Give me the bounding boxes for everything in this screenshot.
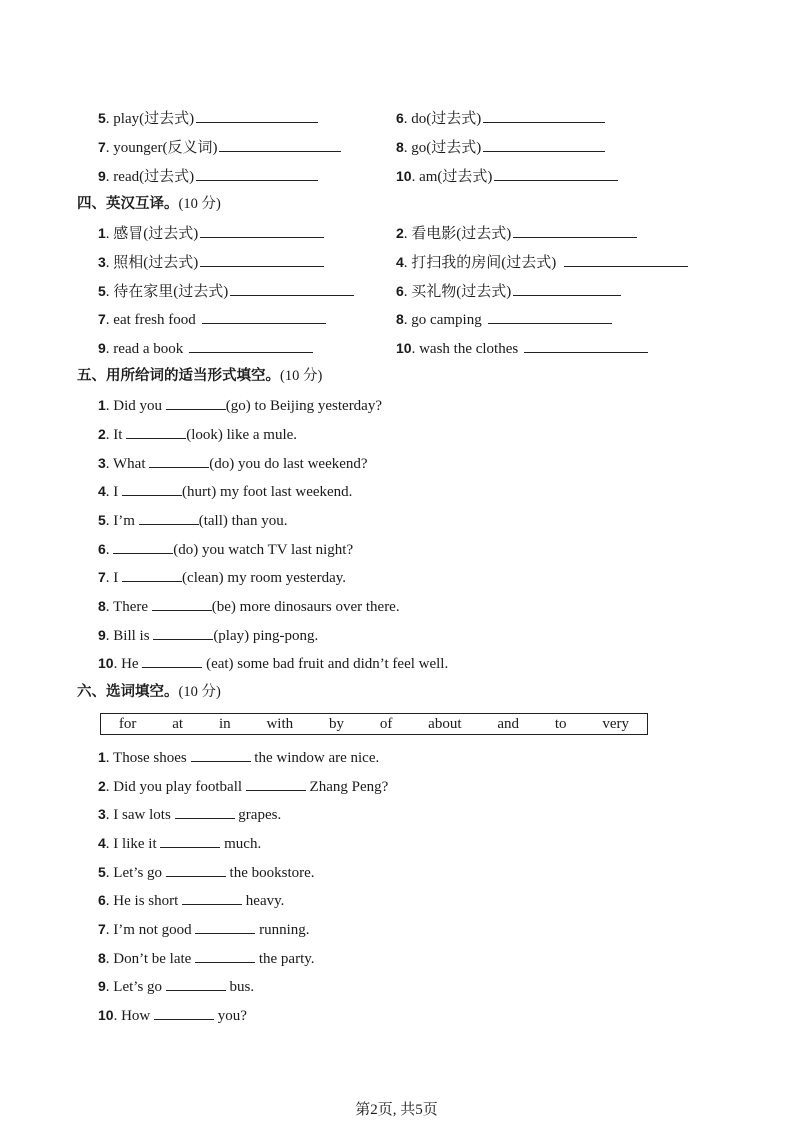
sec6-item-8: 8. Don’t be late the party. — [98, 950, 315, 967]
answer-blank[interactable] — [154, 1005, 214, 1020]
word-bank-item: for — [118, 715, 137, 732]
sec5-item-3: 3. What (do) you do last weekend? — [98, 455, 368, 472]
answer-blank[interactable] — [175, 804, 235, 819]
answer-blank[interactable] — [166, 976, 226, 991]
word-bank-item: and — [497, 715, 519, 732]
word-bank-item: at — [172, 715, 184, 732]
answer-blank[interactable] — [488, 309, 612, 324]
word-bank — [100, 713, 648, 735]
sec3-item-9: 9. read(过去式) — [98, 166, 318, 187]
sec5-item-9: 9. Bill is (play) ping-pong. — [98, 627, 319, 644]
sec4-item-4: 4. 打扫我的房间(过去式) — [396, 252, 688, 273]
page-footer: 第2页, 共5页 — [355, 1102, 438, 1118]
sec6-item-3: 3. I saw lots grapes. — [98, 806, 282, 823]
sec3-item-5: 5. play(过去式) — [98, 108, 318, 129]
word-bank-item: with — [266, 715, 294, 732]
answer-blank[interactable] — [196, 166, 318, 181]
answer-blank[interactable] — [113, 539, 173, 554]
answer-blank[interactable] — [122, 567, 182, 582]
answer-blank[interactable] — [196, 108, 318, 123]
answer-blank[interactable] — [182, 890, 242, 905]
sec4-item-10: 10. wash the clothes — [396, 338, 648, 359]
sec3-item-10: 10. am(过去式) — [396, 166, 618, 187]
word-bank-item: to — [554, 715, 567, 732]
answer-blank[interactable] — [564, 252, 688, 267]
sec6-item-9: 9. Let’s go bus. — [98, 978, 255, 995]
answer-blank[interactable] — [246, 776, 306, 791]
sec4-item-2: 2. 看电影(过去式) — [396, 223, 637, 244]
word-bank-item: of — [379, 715, 393, 732]
answer-blank[interactable] — [195, 948, 255, 963]
answer-blank[interactable] — [202, 309, 326, 324]
word-bank-item: by — [328, 715, 344, 732]
answer-blank[interactable] — [153, 625, 213, 640]
answer-blank[interactable] — [483, 108, 605, 123]
answer-blank[interactable] — [149, 453, 209, 468]
section-4-heading: 四、英汉互译。(10 分) — [77, 196, 221, 212]
answer-blank[interactable] — [126, 424, 186, 439]
answer-blank[interactable] — [200, 252, 324, 267]
sec5-item-10: 10. He (eat) some bad fruit and didn’t feel well. — [98, 655, 449, 672]
answer-blank[interactable] — [152, 596, 212, 611]
word-bank-item: about — [428, 715, 462, 732]
sec3-item-8: 8. go(过去式) — [396, 137, 605, 158]
sec6-item-7: 7. I’m not good running. — [98, 921, 310, 938]
sec4-item-5: 5. 待在家里(过去式) — [98, 281, 354, 302]
sec6-item-2: 2. Did you play football Zhang Peng? — [98, 778, 389, 795]
sec6-item-4: 4. I like it much. — [98, 835, 262, 852]
answer-blank[interactable] — [122, 481, 182, 496]
word-bank-item: very — [602, 715, 630, 732]
sec4-item-9: 9. read a book — [98, 338, 313, 359]
sec6-item-1: 1. Those shoes the window are nice. — [98, 749, 380, 766]
sec5-item-6: 6. (do) you watch TV last night? — [98, 541, 354, 558]
answer-blank[interactable] — [191, 747, 251, 762]
sec5-item-8: 8. There (be) more dinosaurs over there. — [98, 598, 400, 615]
answer-blank[interactable] — [524, 338, 648, 353]
sec4-item-3: 3. 照相(过去式) — [98, 252, 324, 273]
section-5-heading: 五、用所给词的适当形式填空。(10 分) — [77, 368, 323, 384]
answer-blank[interactable] — [494, 166, 618, 181]
sec5-item-1: 1. Did you (go) to Beijing yesterday? — [98, 397, 383, 414]
sec5-item-7: 7. I (clean) my room yesterday. — [98, 569, 347, 586]
answer-blank[interactable] — [513, 281, 621, 296]
sec5-item-2: 2. It (look) like a mule. — [98, 426, 298, 443]
sec6-item-6: 6. He is short heavy. — [98, 892, 285, 909]
answer-blank[interactable] — [513, 223, 637, 238]
answer-blank[interactable] — [160, 833, 220, 848]
sec3-item-6: 6. do(过去式) — [396, 108, 605, 129]
answer-blank[interactable] — [142, 653, 202, 668]
answer-blank[interactable] — [483, 137, 605, 152]
sec6-item-5: 5. Let’s go the bookstore. — [98, 864, 315, 881]
sec4-item-1: 1. 感冒(过去式) — [98, 223, 324, 244]
sec4-item-7: 7. eat fresh food — [98, 309, 326, 330]
section-6-heading: 六、选词填空。(10 分) — [77, 684, 221, 700]
answer-blank[interactable] — [219, 137, 341, 152]
answer-blank[interactable] — [230, 281, 354, 296]
answer-blank[interactable] — [189, 338, 313, 353]
answer-blank[interactable] — [139, 510, 199, 525]
sec4-item-8: 8. go camping — [396, 309, 612, 330]
sec5-item-5: 5. I’m (tall) than you. — [98, 512, 288, 529]
answer-blank[interactable] — [200, 223, 324, 238]
sec6-item-10: 10. How you? — [98, 1007, 247, 1024]
answer-blank[interactable] — [195, 919, 255, 934]
answer-blank[interactable] — [166, 395, 226, 410]
sec5-item-4: 4. I (hurt) my foot last weekend. — [98, 483, 353, 500]
answer-blank[interactable] — [166, 862, 226, 877]
sec3-item-7: 7. younger(反义词) — [98, 137, 341, 158]
word-bank-item: in — [218, 715, 231, 732]
sec4-item-6: 6. 买礼物(过去式) — [396, 281, 621, 302]
